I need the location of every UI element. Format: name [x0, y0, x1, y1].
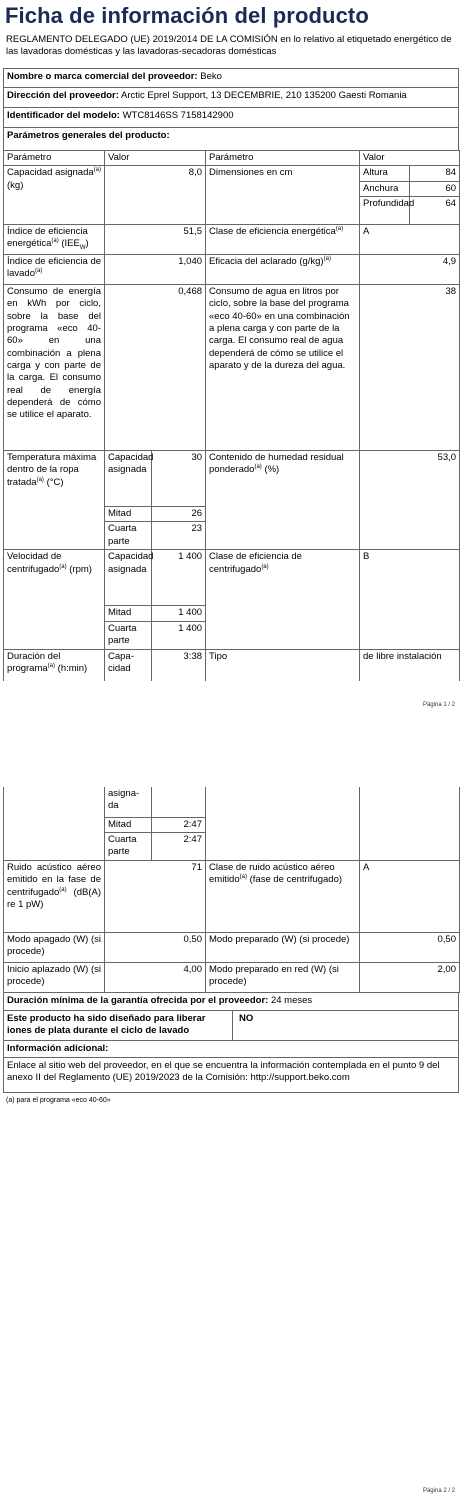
table-row: Inicio aplazado (W) (si procede) 4,00 Modo preparado en red (W) (si procede) 2,00 — [4, 962, 460, 992]
page-1 — [0, 0, 461, 715]
support-link[interactable]: http://support.beko.com — [250, 1072, 350, 1084]
table-row: Velocidad de centrifugado$^{(a)}$ (rpm) Capacidad asignada 1 400 Clase de eficiencia de centrifugado$^{(a)}$ B — [4, 550, 460, 606]
table-row: Índice de eficiencia de lavado$^{(a)}$ 1,040 Eficacia del aclarado $(g/kg)^{(a)}$ 4,9 — [4, 255, 460, 285]
silver-ions-row: Este producto ha sido diseñado para liberar iones de plata durante el ciclo de lavado NO — [3, 1010, 459, 1041]
table-row: Índice de eficiencia energética$^{(a)}$ $(IEE_W)$ 51,5 Clase de eficiencia energética$^{(a)}$ A — [4, 225, 460, 255]
regulation-text: REGLAMENTO DELEGADO (UE) 2019/2014 DE LA COMISIÓN en lo relativo al etiquetado energético de las lavadoras domésticas y las lavadoras-secadoras domésticas — [6, 34, 452, 58]
params-table-continued: asigna- da Mitad 2:47 Cuarta parte 2:47 Ruido acústico aéreo emitido en la fase de centrifugado$^{(a)}$ (dB(A) re 1 pW) 71 Clase de ruido acústico aéreo emitido$^{(a)}$ (fase de centrifugado) A Modo apagado (W) (si procede) 0,50 Modo preparado (W) (si procede) 0,50 Inicio aplazado (W) (si procede) 4,00 Modo preparado en red (W) (si procede) 2,00 — [3, 787, 460, 993]
page-number: Página 2 / 2 — [422, 1488, 455, 1494]
model-row: Identificador del modelo: WTC8146SS 7158142900 — [3, 107, 459, 128]
table-row: Capacidad asignada$^{(a)}$ (kg) 8,0 Dimensiones en cm Altura 84 — [4, 166, 460, 181]
params-table: Parámetro Valor Parámetro Valor Capacidad asignada$^{(a)}$ (kg) 8,0 Dimensiones en cm Altura 84 Anchura 60 Profundidad 64 Índice de eficiencia energética$^{(a)}$ $(IEE_W)$ 51,5 Clase de eficiencia energética$^{(a)}$ A Índice de eficiencia de lavado$^{(a)}$ 1,040 Eficacia del aclarado $(g/kg)^{(a)}$ 4,9 Consumo de energía en kWh por ciclo, sobre la base del programa «eco 40-60» en una combinación a plena carga y con parte de la carga. El consumo real de energía dependerá de cómo se utilice el aparato. 0,468 Consumo de agua en litros por ciclo, sobre la base del programa «eco 40-60» en una combinación a plena carga y con parte de la carga. El consumo real de agua dependerá de cómo se utilice el aparato y de la dureza del agua. 38 Temperatura máxima dentro de la ropa tratada$^{(a)}$ (°C) Capacidad asignada 30 Contenido de humedad residual ponderado$^{(a)}$ (%) 53,0 Mitad 26 Cuarta parte 23 Velocidad de centrifugado$^{(a)}$ (rpm) Capacidad asignada 1 400 Clase de eficiencia de centrifugado$^{(a)}$ B Mitad 1 400 Cuarta parte 1 400 Duración del programa$^{(a)}$ (h:min) Capa- cidad 3:38 Tipo de libre instalación — [3, 150, 460, 681]
table-row: Consumo de energía en kWh por ciclo, sobre la base del programa «eco 40-60» en una combinación a plena carga y con parte de la carga. El consumo real de energía dependerá de cómo se utilice el aparato. 0,468 Consumo de agua en litros por ciclo, sobre la base del programa «eco 40-60» en una combinación a plena carga y con parte de la carga. El consumo real de agua dependerá de cómo se utilice el aparato y de la dureza del agua. 38 — [4, 285, 460, 451]
table-row: Modo apagado (W) (si procede) 0,50 Modo preparado (W) (si procede) 0,50 — [4, 932, 460, 962]
page-title: Ficha de información del producto — [5, 3, 369, 28]
table-row: Temperatura máxima dentro de la ropa tratada$^{(a)}$ (°C) Capacidad asignada 30 Contenido de humedad residual ponderado$^{(a)}$ (%) 53,0 — [4, 451, 460, 507]
address-row: Dirección del proveedor: Arctic Eprel Support, 13 DECEMBRIE, 210 135200 Gaesti Romania — [3, 87, 459, 108]
table-row: Duración del programa$^{(a)}$ (h:min) Capa- cidad 3:38 Tipo de libre instalación — [4, 649, 460, 681]
page-number: Página 1 / 2 — [422, 702, 455, 708]
table-row: Ruido acústico aéreo emitido en la fase de centrifugado$^{(a)}$ (dB(A) re 1 pW) 71 Clase de ruido acústico aéreo emitido$^{(a)}$ (fase de centrifugado) A — [4, 860, 460, 932]
general-params-row: Parámetros generales del producto: — [3, 127, 459, 150]
additional-info-row: Información adicional: — [3, 1040, 459, 1058]
supplier-row: Nombre o marca comercial del proveedor: Beko — [3, 68, 459, 88]
footnote: (a) para el programa «eco 40-60» — [6, 1097, 111, 1104]
table-header-row: Parámetro Valor Parámetro Valor — [4, 151, 460, 166]
guarantee-row: Duración mínima de la garantía ofrecida por el proveedor: 24 meses — [3, 992, 459, 1011]
support-link-row: Enlace al sitio web del proveedor, en el que se encuentra la información contemplada en el punto 9 del anexo II del Reglamento (UE) 2019/2023 de la Comisión: http://support.beko.com — [3, 1057, 459, 1093]
page-2 — [0, 760, 461, 1500]
table-row: asigna- da — [4, 787, 460, 817]
